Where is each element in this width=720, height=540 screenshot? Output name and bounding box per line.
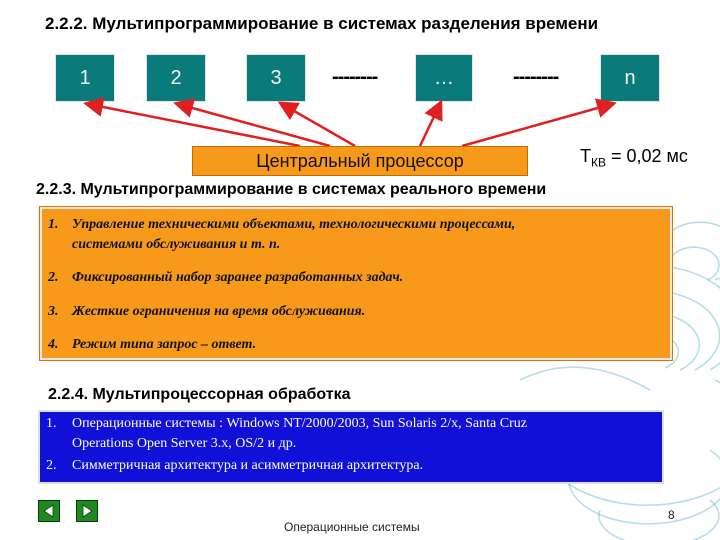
nav-forward-icon [77,501,97,521]
list-item: Режим типа запрос – ответ. [72,337,257,352]
footer-text: Операционные системы [284,520,420,534]
dash-separator-1: -------- [332,66,378,88]
list-item-number: 2. [46,458,57,473]
nav-forward-button[interactable] [76,500,98,522]
dash-separator-2: -------- [513,66,559,88]
list-item: Управление техническими объектами, технологическими процессами, [72,217,516,232]
list-item-number: 1. [48,217,59,232]
process-box-2: 2 [146,54,206,102]
multiproc-list-box [38,410,664,484]
cpu-box: Центральный процессор [192,146,528,176]
heading-time-sharing: 2.2.2. Мультипрограммирование в системах разделения времени [45,14,599,33]
heading-multiprocessing: 2.2.4. Мультипроцессорная обработка [48,386,351,403]
page-number: 8 [668,508,675,522]
realtime-list-box [40,207,672,360]
heading-real-time: 2.2.3. Мультипрограммирование в системах реального времени [36,181,547,198]
time-quantum-label: $Т_{КВ} = 0,02$ мс [580,146,688,170]
list-item-continuation: Operations Open Server 3.x, OS/2 и др. [72,436,297,451]
list-item-continuation: системами обслуживания и т. п. [72,237,281,252]
process-box-n: n [600,54,660,102]
list-item: Операционные системы : Windows NT/2000/2003, Sun Solaris 2/x, Santa Cruz [72,416,527,431]
process-box-3: 3 [246,54,306,102]
list-item-number: 2. [48,270,59,285]
list-item: Фиксированный набор заранее разработанных задач. [72,270,404,285]
list-item-number: 4. [48,337,59,352]
list-item: Симметричная архитектура и асимметричная архитектура. [72,458,424,473]
nav-back-button[interactable] [38,500,60,522]
list-item-number: 1. [46,416,57,431]
list-item-number: 3. [48,304,59,319]
process-box-ellipsis: … [415,54,473,102]
process-box-1: 1 [55,54,115,102]
list-item: Жесткие ограничения на время обслуживания. [72,304,366,319]
nav-back-icon [39,501,59,521]
